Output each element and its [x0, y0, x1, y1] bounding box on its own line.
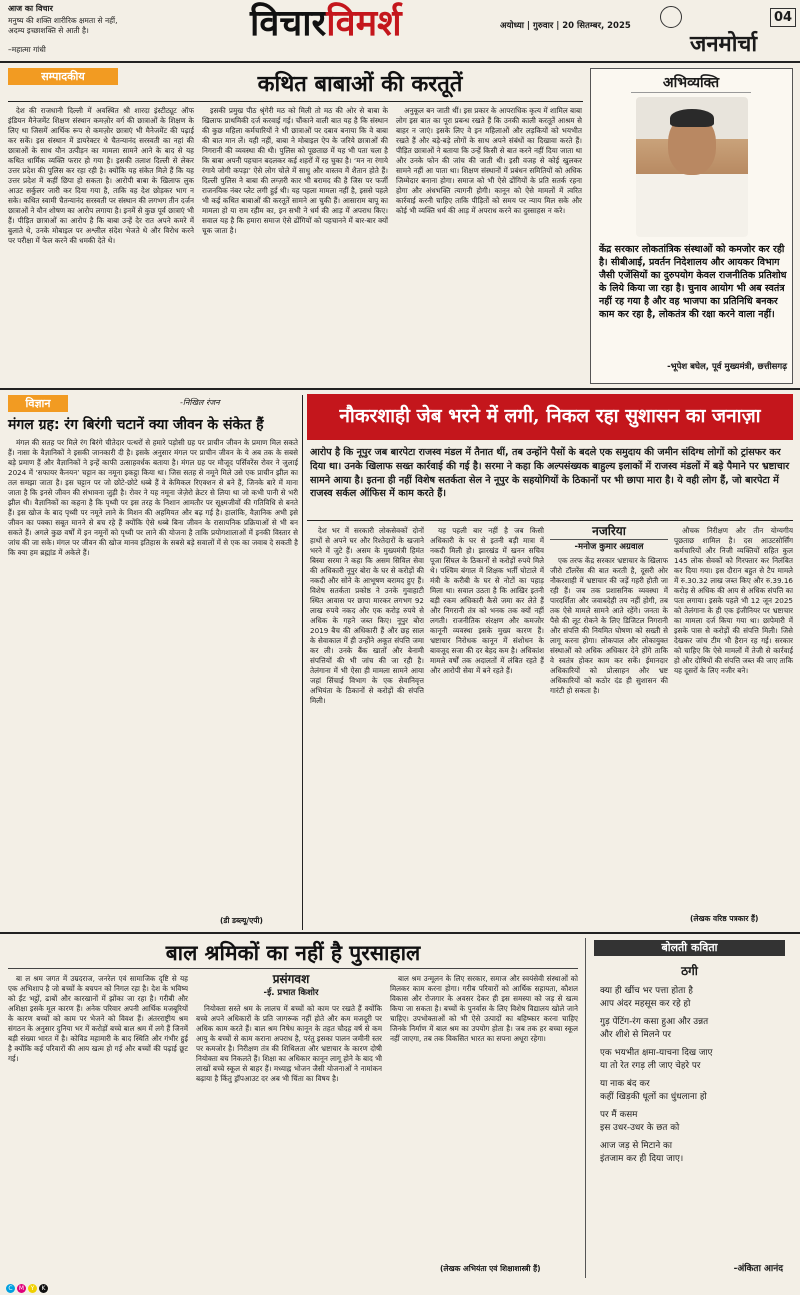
poem-line: या नाक बंद कर: [600, 1079, 650, 1089]
editorial-col-2: [202, 106, 388, 374]
lead-col-4-text: औचक निरीक्षण और तीन योग्यगीय पूछताछ शामिल है। दस आउटसोर्सिंग कर्मचारियों और निजी व्यक्तियों सहित कुल 145 लोक सेवकों को गिरफ्तार कर निलंबित कर दिया गया। इस दौरान बहुत से टैप मामले में रु.30.32 लाख जब्त किए और रु.39.16 करोड़ से अधिक की आय से अधिक संपत्ति का पता लगाया। इसके पहले भी 12 जून 2025 को तेलंगाना के ही एक इंजीनियर पर भ्रष्टाचार का मामला दर्ज किया गया था। छापेमारी में इसके पास से करोड़ों की संपत्ति मिली। जिसे देखकर जांच टीम भी हैरान रह गई। सरकार को चाहिए कि ऐसे मामलों में तेजी से कार्रवाई हो और दोषियों की संपत्ति जब्त की जाए ताकि यह दूसरों के लिए नजीर बने।: [674, 526, 793, 675]
labour-col-1: [8, 974, 188, 1274]
lead-col-3-header: [550, 524, 668, 554]
lead-col-2-text: यह पहली बार नहीं है जब किसी अधिकारी के घर से इतनी बड़ी मात्रा में नकदी मिली हो। झारखंड में खनन सचिव पूजा सिंघल के ठिकानों से करोड़ों रुपये मिले थे। पश्चिम बंगाल में शिक्षक भर्ती घोटाले में मंत्री के करीबी के घर से नोटों का पहाड़ मिला था। सवाल उठता है कि आखिर इतनी बड़ी रकम अधिकारी कैसे जमा कर लेते हैं और निगरानी तंत्र को भनक तक क्यों नहीं लगती। राजनीतिक संरक्षण और कमजोर कानूनी व्यवस्था इसके मुख्य कारण हैं। भ्रष्टाचार निरोधक कानून में संशोधन के बावजूद सजा की दर बेहद कम है। अधिकांश मामले वर्षों तक अदालतों में लंबित रहते हैं और आरोपी सेवा में बने रहते हैं।: [430, 526, 544, 675]
labour-col-2-text: नियोक्ता सस्ते श्रम के लालच में बच्चों को काम पर रखते हैं क्योंकि बच्चे अपने अधिकारों के प्रति जागरूक नहीं होते और कम मजदूरी पर अधिक काम करते हैं। बाल श्रम निषेध कानून के तहत चौदह वर्ष से कम आयु के बच्चों से काम कराना अपराध है, परंतु इसका पालन जमीनी स्तर पर कमजोर है। निरीक्षण तंत्र की शिथिलता और भ्रष्टाचार के कारण दोषी नियोक्ता बच निकलते हैं। शिक्षा का अधिकार कानून लागू होने के बाद भी लाखों बच्चे स्कूल से बाहर हैं। मध्याह्न भोजन जैसी योजनाओं ने नामांकन बढ़ाया है किंतु ड्रॉपआउट दर अब भी चिंता का विषय है।: [196, 1004, 382, 1083]
masthead-right: विमर्श: [326, 2, 402, 44]
poem-line: इंतजाम कर ही दिया जाए।: [600, 1154, 684, 1164]
poem-line: आप अंदर महसूस कर रहे हो: [600, 999, 691, 1009]
opinion-attribution: -भूपेश बघेल, पूर्व मुख्यमंत्री, छत्तीसगढ़: [667, 362, 787, 372]
lead-standfirst: आरोप है कि नूपुर जब बारपेटा राजस्व मंडल में तैनात थीं, तब उन्होंने पैसों के बदले एक समुदाय की जमीन संदिग्ध लोगों को ट्रांसफर कर दिया था। उनके खिलाफ सख्त कार्रवाई की गई है। सरमा ने कहा कि अल्पसंख्यक बाहुल्य इलाकों में राजस्व मंडलों में बड़े पैमाने पर भ्रष्टाचार सामने आया है। इतना ही नहीं विशेष सतर्कता सेल ने नूपुर के सहयोगियों के ठिकानों पर भी छापा मारा है। ये वही लोग हैं, जो बारपेटा में राजस्व सर्कल ऑफिस में काम करते हैं।: [310, 447, 790, 500]
science-headline: मंगल ग्रह: रंग बिरंगी चटानें क्या जीवन के संकेत हैं: [8, 417, 264, 433]
lead-col-3: [550, 556, 668, 922]
labour-col-3-text: बाल श्रम उन्मूलन के लिए सरकार, समाज और स्वयंसेवी संस्थाओं को मिलकर काम करना होगा। गरीब परिवारों को आर्थिक सहायता, कौशल विकास और रोजगार के अवसर देकर ही इस समस्या को जड़ से खत्म किया जा सकता है। बच्चों के पुनर्वास के लिए विशेष विद्यालय खोले जाने चाहिए। उपभोक्ताओं को भी ऐसे उत्पादों का बहिष्कार करना चाहिए जिनके निर्माण में बाल श्रम का उपयोग होता है। जब तक हर बच्चा स्कूल नहीं जाएगा, तब तक विकसित भारत का सपना अधूरा रहेगा।: [390, 974, 578, 1043]
editorial-col-1: [8, 106, 194, 374]
editorial-col-3: [396, 106, 582, 374]
labour-col-1-text: बा ल श्रम जगत में उम्रदराज, जनरेल एवं सामाजिक दृष्टि से यह एक अभिशाप है जो बच्चों के बचपन को निगल रहा है। देश के भविष्य को ईंट भट्ठों, ढाबों और कारखानों में झोंका जा रहा है। गरीबी और अशिक्षा इसके मूल कारण हैं। अनेक परिवार अपनी आर्थिक मजबूरियों के कारण बच्चों को काम पर भेजने को विवश हैं। अंतरराष्ट्रीय श्रम संगठन के अनुसार दुनिया भर में करोड़ों बच्चे बाल श्रम में लगे हैं जिनमें बड़ी संख्या भारत में है। कोविड महामारी के बाद स्थिति और गंभीर हुई है क्योंकि कई परिवारों की आय खत्म हो गई और बच्चों की पढ़ाई छूट गई।: [8, 974, 188, 1063]
quote-text: मनुष्य की शक्ति शारीरिक क्षमता से नहीं, अदम्य इच्छाशक्ति से आती है।: [8, 16, 118, 35]
opinion-quote: केंद्र सरकार लोकतांत्रिक संस्थाओं को कमजोर कर रही है। सीबीआई, प्रवर्तन निदेशालय और आयकर विभाग जैसी एजेंसियों का दुरुपयोग केवल राजनीतिक प्रतिशोध के लिये किया जा रहा है। चुनाव आयोग भी अब स्वतंत्र नहीं रह गया है और वह भाजपा का प्रतिनिधि बनकर काम कर रहा है, लोकतंत्र की रक्षा करने वाला नहीं।: [599, 244, 787, 320]
quote-author: –महात्मा गांधी: [8, 45, 46, 54]
lead-col-3-section: नजरिया: [550, 524, 668, 540]
labour-section: प्रसंगवश: [272, 972, 310, 986]
brand-logo: जनमोर्चा: [690, 31, 758, 57]
labour-headline: बाल श्रमिकों का नहीं है पुरसाहाल: [8, 938, 578, 969]
poem-lines: [586, 985, 793, 1166]
header: [0, 0, 800, 60]
science-section-tag: विज्ञान: [8, 395, 68, 412]
editorial-col-3-text: अनुकूल बन जाती थीं। इस प्रकार के आपराधिक कृत्य में शामिल बाबा लोग इस बात का पूरा प्रबन्ध रखते हैं कि उनकी काली करतूतें आश्रम से बाहर न जाएं। इसके लिए वे इन महिलाओं और लड़कियों को भयभीत रखते हैं और बड़े-बड़े लोगों के साथ अपने संबंधों का दिखावा करते हैं। पीड़ित छात्राओं ने बताया कि उन्हें किसी से बात करने नहीं दिया जाता था और उनके फोन की जांच की जाती थी। इसी वजह से कोई खुलकर सामने नहीं आ पाता था। शिक्षण संस्थानों में प्रबंधन समितियों को अधिक जिम्मेदार बनाना होगा। समाज को भी ऐसे ढोंगियों के प्रति सतर्क रहना होगा और अंधभक्ति त्यागनी होगी। कानून को ऐसे मामलों में त्वरित कार्रवाई करनी चाहिए ताकि पीड़ितों को समय पर न्याय मिल सके और कोई भी व्यक्ति धर्म की आड़ में अपराध करने का दुस्साहस न करे।: [396, 106, 582, 215]
cmyk-dot: Y: [28, 1284, 37, 1293]
emblem-icon: [660, 6, 682, 28]
quote-label: आज का विचार: [8, 4, 53, 13]
editorial-section-tag: सम्पादकीय: [8, 68, 118, 85]
masthead-left: विचार: [250, 2, 327, 44]
editorial-headline: कथित बाबाओं की करतूतें: [257, 71, 463, 97]
poem-line: या तो रेत रगड़ ली जाए चेहरे पर: [600, 1061, 701, 1071]
lead-col-3-text: एक तरफ केंद्र सरकार भ्रष्टाचार के खिलाफ जीरो टॉलरेंस की बात करती है, दूसरी ओर नौकरशाही में भ्रष्टाचार की जड़ें गहरी होती जा रही हैं। जब तक प्रशासनिक व्यवस्था में पारदर्शिता और जवाबदेही तय नहीं होगी, तब तक ऐसे मामले सामने आते रहेंगे। जनता के पैसे की लूट रोकने के लिए डिजिटल निगरानी और संपत्ति की नियमित घोषणा को सख्ती से लागू करना होगा। लोकपाल और लोकायुक्त संस्थाओं को अधिक अधिकार देने होंगे ताकि वे स्वतंत्र होकर काम कर सकें। ईमानदार अधिकारियों को प्रोत्साहन और भ्रष्ट अधिकारियों को कठोर दंड ही सुशासन की गारंटी हो सकता है।: [550, 556, 668, 695]
poem-line: गुड़ पेंटिंग-रंग कसा हुआ और उन्नत: [600, 1017, 709, 1027]
poem-line: एक भयभीत क्षमा-याचना दिख जाए: [600, 1048, 713, 1058]
science-byline: -निखिल रंजन: [180, 398, 220, 407]
poem-line: पर मैं कसम: [600, 1110, 638, 1120]
editorial-col-2-text: इसकी प्रमुख पीठ श्रृंगेरी मठ को मिली तो मठ की ओर से बाबा के खिलाफ प्राथमिकी दर्ज करवाई गई। चौंकाने वाली बात यह है कि संस्थान की कुछ महिला कर्मचारियों ने भी छात्राओं पर दबाव बनाया कि वे बाबा की बात मान लें। यही नहीं, बाबा ने मोबाइल ऐप के जरिये छात्राओं की निगरानी की व्यवस्था की थी। पुलिस को पूछताछ में यह भी पता चला है कि बाबा अपनी पहचान बदलकर कई शहरों में रह चुका है। ‘मन ना रंगाये रंगाये जोगी कपड़ा’ ऐसे लोग चोले में साधु और वास्तव में शैतान होते हैं। दिल्ली पुलिस ने बाबा की लग्ज़री कार भी बरामद की है जिस पर फर्जी राजनयिक नंबर प्लेट लगी हुई थी। यह पहला मामला नहीं है, इससे पहले भी कई कथित बाबाओं की करतूतें सामने आ चुकी हैं। आसाराम बापू का मामला हो या राम रहीम का, इन सभी ने धर्म की आड़ में अपराध किए। सवाल यह है कि हमारा समाज ऐसे ढोंगियों को पहचानने में बार-बार क्यों चूक जाता है।: [202, 106, 388, 235]
poem-title: ठगी: [681, 964, 698, 978]
lead-headline: नौकरशाही जेब भरने में लगी, निकल रहा सुशासन का जनाज़ा: [339, 405, 761, 427]
poem-line: क्या ही खींच भर पत्ता होता है: [600, 986, 693, 996]
cmyk-dot: M: [18, 1285, 25, 1292]
dateline: अयोध्या | गुरुवार | 20 सितम्बर, 2025: [500, 21, 631, 31]
lead-col-1: [310, 526, 424, 922]
editorial-col-1-text: देश की राजधानी दिल्ली में अवस्थित श्री शारदा इंस्टीट्यूट ऑफ इंडियन मैनेजमेंट शिक्षण संस्थान कमज़ोर वर्ग की छात्राओं के शिक्षण के लिए था जिसमें आर्थिक रूप से कमज़ोर छात्राएं भी मैनेजमेंट की पढ़ाई कर सकें। इस संस्थान में डायरेक्टर थे चैतन्यानंद सरस्वती का नहां की छात्राओं के साथ यौन उत्पीड़न का मामला सामने आने के बाद से यह कथित धार्मिक व्यक्ति फरार हो गया है। इसकी तलाश दिल्ली से लेकर उत्तर प्रदेश की पुलिस कर रहा रही है। क्योंकि यह संकेत मिले हैं कि यह उत्तर प्रदेश में कहीं छिपा हो सकता है। आरोपी बाबा के खिलाफ लुक आउट सर्कुलर जारी कर दिया गया है, ताकि वह देश छोड़कर भाग न सके। कथित स्वामी चैतन्यानंद सरस्वती पर संस्थान की लगभग तीन दर्जन छात्राओं ने यौन शोषण का आरोप लगाया है। इनमें से कुछ पूर्व छात्राएं भी हैं। पीड़ित छात्राओं का आरोप है कि बाबा उन्हें देर रात अपने कमरे में बुलाते थे, उनके मोबाइल पर अश्लील संदेश भेजते थे और विरोध करने पर परीक्षा में फेल करने की धमकी देते थे।: [8, 106, 194, 245]
cmyk-dot: K: [39, 1284, 48, 1293]
cmyk-registration: [6, 1284, 50, 1293]
lead-col-3-byline: -मनोज कुमार अग्रवाल: [574, 542, 644, 552]
poem-line: आज जड़ से मिटाने का: [600, 1141, 673, 1151]
lead-col-4: [674, 526, 793, 910]
page-number: 04: [770, 8, 796, 27]
science-body-text: मंगल की सतह पर मिले रंग बिरंगे चीतेदार पत्थरों से हमारे पड़ोसी ग्रह पर प्राचीन जीवन के प्रमाण मिल सकते हैं। नासा के वैज्ञानिकों ने इसकी जानकारी दी है। इसके अनुसार मंगल पर प्राचीन जीवन के ये अब तक के सबसे बड़े प्रमाण हैं और वैज्ञानिकों ने इन्हें काफी उत्साहवर्धक बताया है। मंगल ग्रह पर मौजूद पर्सिवरेंस रोवर ने जुलाई 2024 में ‘सफायर कैनयन’ चट्टान का नमूना इकट्ठा किया था। जिस सतह से नमूने मिले उसे एक प्राचीन झील का तल समझा जाता है। इस चट्टान पर जो छोटे-छोटे धब्बे हैं वे केमिकल रिएक्शन से बने हैं, जिनके बारे में माना जाता है कि इनसे जीवन की संभावना जुड़ी है। रोवर ने यह नमूना जेज़ेरो क्रेटर से लिया था जो कभी पानी से भरी झील थी। वैज्ञानिकों का कहना है कि पृथ्वी पर इस तरह के निशान आमतौर पर सूक्ष्मजीवों की गतिविधि से बनते हैं। इस खोज के बाद पृथ्वी पर नमूने लाने के मिशन की अहमियत और बढ़ गई है। हालांकि, वैज्ञानिक अभी इसे जीवन का पक्का सबूत मानने से बच रहे हैं क्योंकि ऐसे धब्बे बिना जीवन के रासायनिक प्रक्रियाओं से भी बन सकते हैं। अगले कुछ वर्षों में इन नमूनों को पृथ्वी पर लाने की योजना है ताकि प्रयोगशालाओं में इनकी विस्तार से जांच की जा सके। मंगल पर जीवन की खोज मानव इतिहास के सबसे बड़े सवालों में से एक का जवाब दे सकती है कि क्या हम ब्रह्मांड में अकेले हैं।: [8, 438, 298, 557]
poem-line: कहीं खिड़की धूलों का धुंधलाना हो: [600, 1092, 707, 1102]
portrait-hair: [670, 109, 714, 127]
lead-credit: (लेखक वरिष्ठ पत्रकार हैं): [690, 914, 759, 923]
science-credit: (डी डब्ल्यू/एपी): [220, 916, 263, 925]
lead-col-2: [430, 526, 544, 922]
labour-credit: (लेखक अभियंता एवं शिक्षाशास्त्री हैं): [440, 1264, 541, 1273]
quote-box: [8, 16, 130, 36]
opinion-label: अभिव्यक्ति: [631, 73, 751, 93]
cmyk-dot: C: [6, 1284, 15, 1293]
lead-col-1-text: देश भर में सरकारी लोकसेवकों दोनों हाथों से अपने घर और रिश्तेदारों के खजाने भरने में जुटे हैं। असम के मुख्यमंत्री हिमंत बिस्वा सरमा ने कहा कि असम सिविल सेवा की अधिकारी नूपुर बोरा के घर से करोड़ों की नकदी और सोने के आभूषण बरामद हुए हैं। विशेष सतर्कता प्रकोष्ठ ने उनके गुवाहाटी स्थित आवास पर छापा मारकर लगभग 92 लाख रुपये नकद और एक करोड़ रुपये से अधिक के गहने जब्त किए। नूपुर बोरा 2019 बैच की अधिकारी हैं और छह साल के सेवाकाल में ही उन्होंने अकूत संपत्ति जमा कर ली। उनके बैंक खातों और बेनामी संपत्तियों की भी जांच की जा रही है। तेलंगाना में भी ऐसा ही मामला सामने आया जहां सिंचाई विभाग के एक सेवानिवृत्त अभियंता के ठिकानों से करोड़ों की संपत्ति मिली।: [310, 526, 424, 705]
labour-byline: -ई. प्रभात किशोर: [263, 988, 319, 998]
masthead: [250, 2, 402, 44]
science-body: [8, 438, 298, 910]
labour-section-header: [196, 972, 386, 1000]
poem-line: और शीशे से मिलने पर: [600, 1030, 671, 1040]
poem-box: [585, 938, 793, 1278]
lead-headline-bar: [307, 394, 793, 440]
labour-col-2: [196, 1004, 382, 1274]
poem-poet: -अंकिता आनंद: [733, 1264, 783, 1274]
portrait: [636, 97, 748, 237]
labour-col-3: [390, 974, 578, 1260]
poem-line: इस उधर-उधर के छत को: [600, 1123, 680, 1133]
poem-section: बोलती कविता: [594, 940, 785, 956]
opinion-box: [590, 68, 793, 384]
